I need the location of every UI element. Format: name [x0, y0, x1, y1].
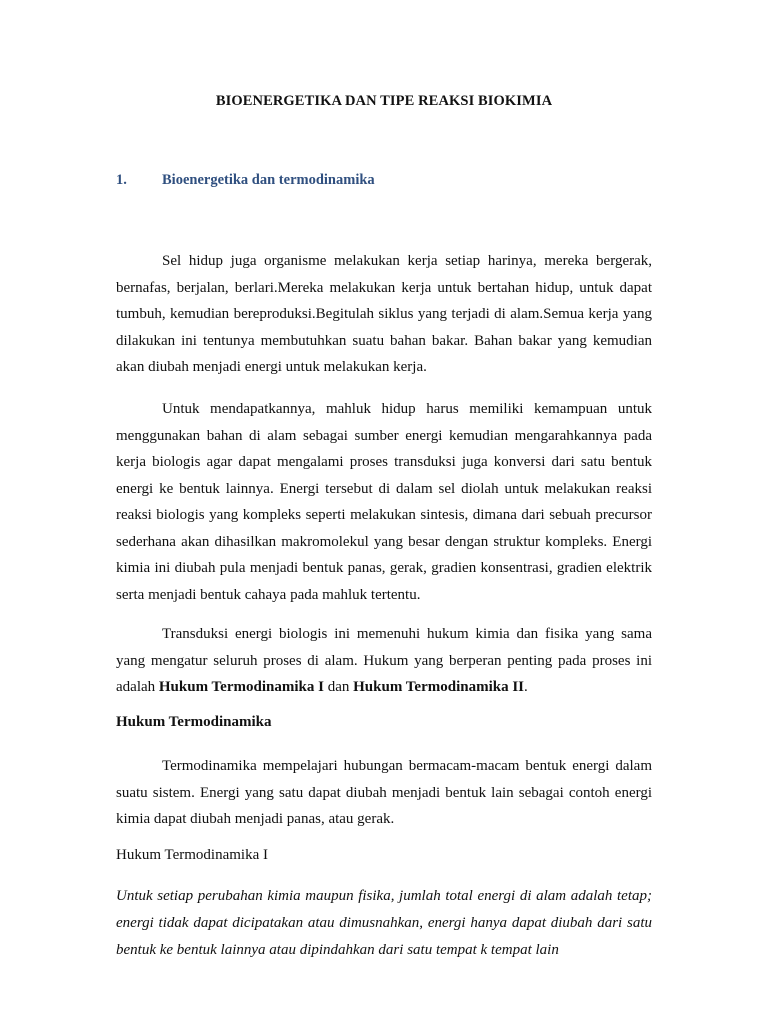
paragraph-4: Termodinamika mempelajari hubungan bermacam-macam bentuk energi dalam suatu sistem. Energi yang satu dapat diubah menjadi bentuk lain sebagai contoh energi kimia dapat diubah menjadi panas, atau gerak. — [116, 758, 652, 827]
section-title: Bioenergetika dan termodinamika — [162, 172, 375, 188]
document-title: BIOENERGETIKA DAN TIPE REAKSI BIOKIMIA — [215, 93, 553, 109]
paragraph-2: Untuk mendapatkannya, mahluk hidup harus memiliki kemampuan untuk menggunakan bahan di alam sebagai sumber energi kemudian mengarahkannya pada kerja biologis agar dapat mengalami proses transduksi juga konversi dari satu bentuk energi ke bentuk lainnya. Energi tersebut di dalam sel diolah untuk melakukan reaksi reaksi biologis yang kompleks seperti melakukan sintesis, dimana dari sebuah precursor sederhana akan dihasilkan makromolekul yang besar dengan struktur kompleks. Energi kimia ini diubah pula menjadi bentuk panas, gerak, gradien konsentrasi, gradien elektrik serta menjadi bentuk cahaya pada mahluk tertentu. — [116, 401, 652, 603]
section-heading — [116, 172, 375, 189]
bold-term-hukum-2: Hukum Termodinamika II — [353, 679, 525, 695]
paragraph-3 — [116, 621, 652, 701]
section-number: 1. — [116, 172, 127, 188]
paragraph-3-text-after: . — [524, 679, 528, 695]
paragraph-3-text-middle: dan — [323, 679, 354, 695]
heading-hukum-termodinamika: Hukum Termodinamika — [116, 714, 272, 730]
bold-term-hukum-1: Hukum Termodinamika I — [158, 679, 324, 695]
heading-hukum-termodinamika-1: Hukum Termodinamika I — [116, 847, 268, 863]
paragraph-5-italic: Untuk setiap perubahan kimia maupun fisika, jumlah total energi di alam adalah tetap; energi tidak dapat dicipatakan atau dimusnahkan, energi hanya dapat diubah dari satu bentuk ke bentuk lainnya atau dipindahkan dari satu tempat k tempat lain — [116, 888, 652, 958]
paragraph-3-text-before: Transduksi energi biologis ini memenuhi hukum kimia dan fisika yang sama yang mengatur seluruh proses di alam. Hukum yang berperan penting pada proses ini adalah — [116, 626, 652, 695]
paragraph-1: Sel hidup juga organisme melakukan kerja setiap harinya, mereka bergerak, bernafas, berjalan, berlari.Mereka melakukan kerja untuk bertahan hidup, untuk dapat tumbuh, kemudian bereproduksi.Begitulah siklus yang terjadi di alam.Semua kerja yang dilakukan ini tentunya membutuhkan suatu bahan bakar. Bahan bakar yang kemudian akan diubah menjadi energi untuk melakukan kerja. — [116, 253, 652, 375]
